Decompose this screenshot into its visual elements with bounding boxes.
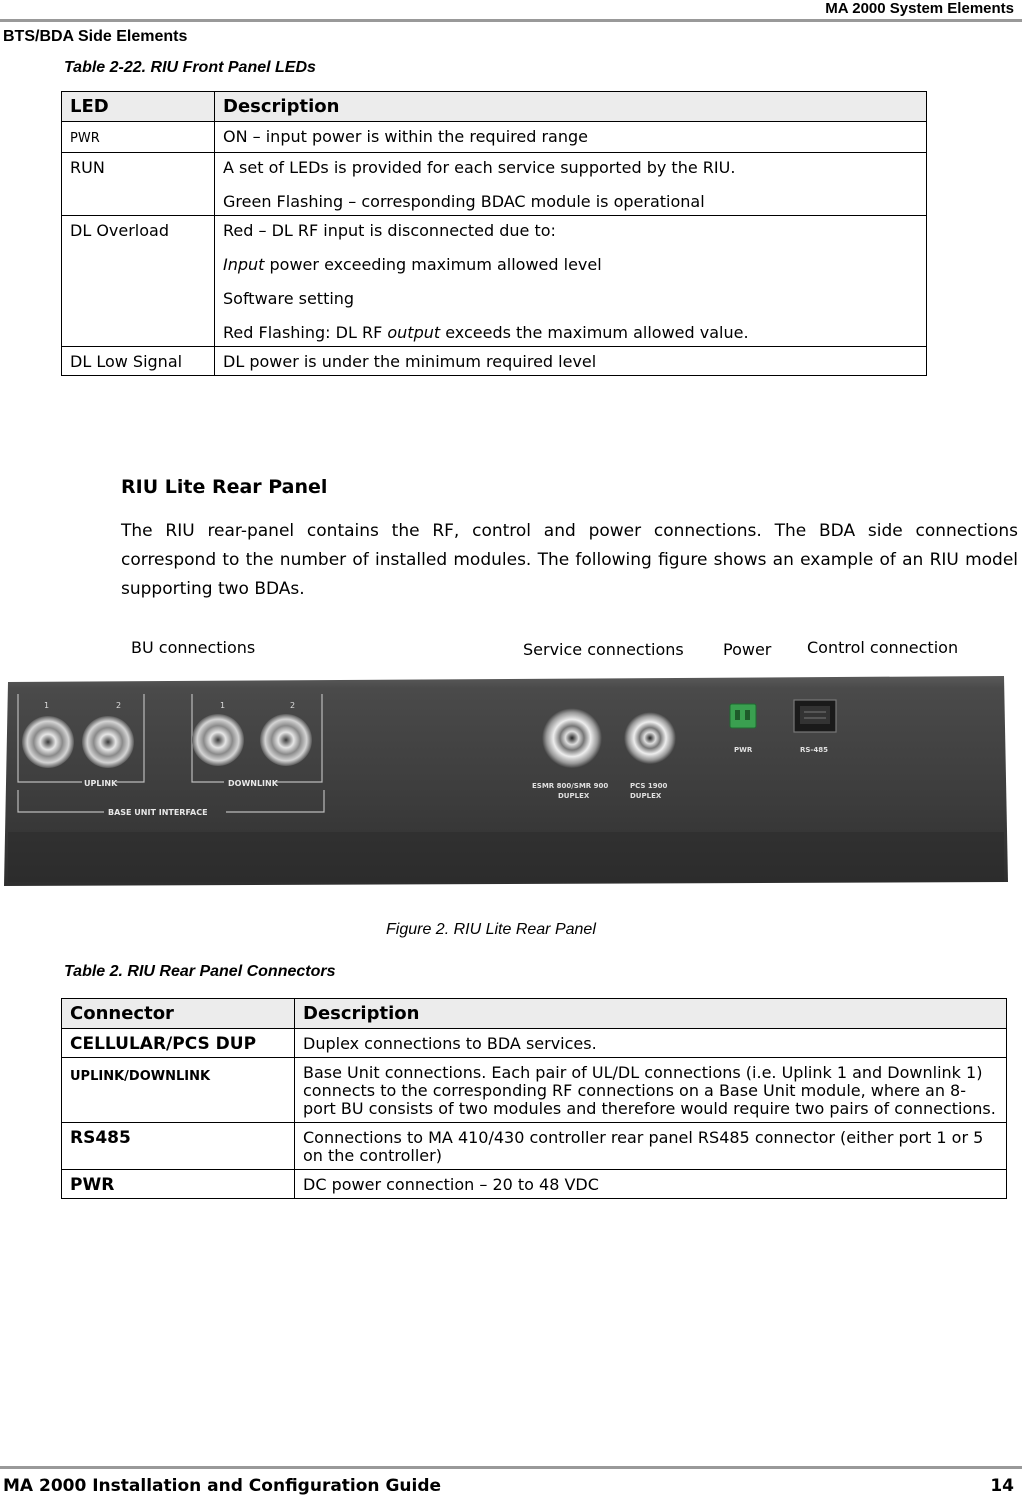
callout-service-connections: Service connections [523, 640, 684, 659]
svg-text:2: 2 [290, 701, 296, 710]
led-name: RUN [62, 153, 215, 216]
running-header-title: MA 2000 System Elements [825, 0, 1014, 17]
power-connector [730, 704, 756, 728]
page-number: 14 [990, 1476, 1014, 1496]
led-name: DL Low Signal [62, 347, 215, 376]
esmr-duplex-connector [542, 708, 602, 768]
connector-description: Duplex connections to BDA services. [295, 1029, 1007, 1058]
col-header-connector: Connector [62, 999, 295, 1029]
table-row [62, 1123, 1007, 1170]
svg-text:ESMR 800/SMR 900: ESMR 800/SMR 900 [532, 782, 609, 790]
svg-text:2: 2 [116, 701, 122, 710]
col-header-led: LED [62, 92, 215, 122]
connector-name: RS485 [62, 1123, 295, 1170]
uplink-1-connector [22, 716, 74, 768]
connector-description: Connections to MA 410/430 controller rear panel RS485 connector (either port 1 or 5 on the controller) [295, 1123, 1007, 1170]
svg-text:UPLINK: UPLINK [84, 779, 118, 788]
pcs-duplex-connector [624, 712, 676, 764]
table-row [62, 1029, 1007, 1058]
led-table [61, 91, 927, 376]
svg-text:PWR: PWR [734, 746, 753, 754]
section-heading: RIU Lite Rear Panel [121, 476, 328, 498]
figure-caption: Figure 2. RIU Lite Rear Panel [386, 921, 596, 938]
connector-name: UPLINK/DOWNLINK [62, 1058, 295, 1123]
led-description: Red – DL RF input is disconnected due to: Input power exceeding maximum allowed level Software setting Red Flashing: DL RF output exceeds the maximum allowed value. [215, 216, 927, 347]
led-name: PWR [62, 122, 215, 153]
connector-name: PWR [62, 1170, 295, 1199]
header-rule [0, 19, 1022, 22]
svg-text:PCS 1900: PCS 1900 [630, 782, 668, 790]
callout-power: Power [723, 640, 772, 659]
led-description: A set of LEDs is provided for each service supported by the RIU. Green Flashing – corresponding BDAC module is operational [215, 153, 927, 216]
col-header-description: Description [215, 92, 927, 122]
connector-table [61, 998, 1007, 1199]
led-description: ON – input power is within the required range [215, 122, 927, 153]
svg-text:1: 1 [220, 701, 226, 710]
svg-text:DOWNLINK: DOWNLINK [228, 779, 278, 788]
svg-text:BASE UNIT INTERFACE: BASE UNIT INTERFACE [108, 808, 208, 817]
connector-table-header-row [62, 999, 1007, 1029]
connector-description: Base Unit connections. Each pair of UL/DL connections (i.e. Uplink 1 and Downlink 1) connects to the corresponding RF connections on a Base Unit module, where an 8-port BU consists of two modules and therefore would require two pairs of connections. [295, 1058, 1007, 1123]
footer-rule [0, 1466, 1022, 1469]
connector-description: DC power connection – 20 to 48 VDC [295, 1170, 1007, 1199]
uplink-2-connector [82, 716, 134, 768]
col-header-description: Description [295, 999, 1007, 1029]
table-row [62, 1170, 1007, 1199]
section-paragraph: The RIU rear-panel contains the RF, control and power connections. The BDA side connections correspond to the number of installed modules. The following figure shows an example of an RIU model supporting two BDAs. [121, 521, 1018, 599]
footer-document-title: MA 2000 Installation and Configuration Guide [3, 1476, 442, 1496]
connector-table-caption: Table 2. RIU Rear Panel Connectors [64, 963, 336, 980]
led-name: DL Overload [62, 216, 215, 347]
callout-bu-connections: BU connections [131, 638, 256, 657]
table-row [62, 216, 927, 347]
connector-name: CELLULAR/PCS DUP [62, 1029, 295, 1058]
svg-text:RS-485: RS-485 [800, 746, 828, 754]
led-table-caption: Table 2-22. RIU Front Panel LEDs [64, 59, 316, 76]
led-description: DL power is under the minimum required level [215, 347, 927, 376]
riu-rear-panel-image [4, 672, 1010, 890]
table-row [62, 1058, 1007, 1123]
callout-control-connection: Control connection [807, 638, 959, 657]
table-row [62, 153, 927, 216]
led-table-header-row [62, 92, 927, 122]
table-row [62, 122, 927, 153]
svg-text:1: 1 [44, 701, 50, 710]
downlink-2-connector [260, 714, 312, 766]
section-title: BTS/BDA Side Elements [3, 28, 188, 45]
svg-text:DUPLEX: DUPLEX [630, 792, 662, 800]
svg-text:DUPLEX: DUPLEX [558, 792, 590, 800]
table-row [62, 347, 927, 376]
downlink-1-connector [192, 714, 244, 766]
